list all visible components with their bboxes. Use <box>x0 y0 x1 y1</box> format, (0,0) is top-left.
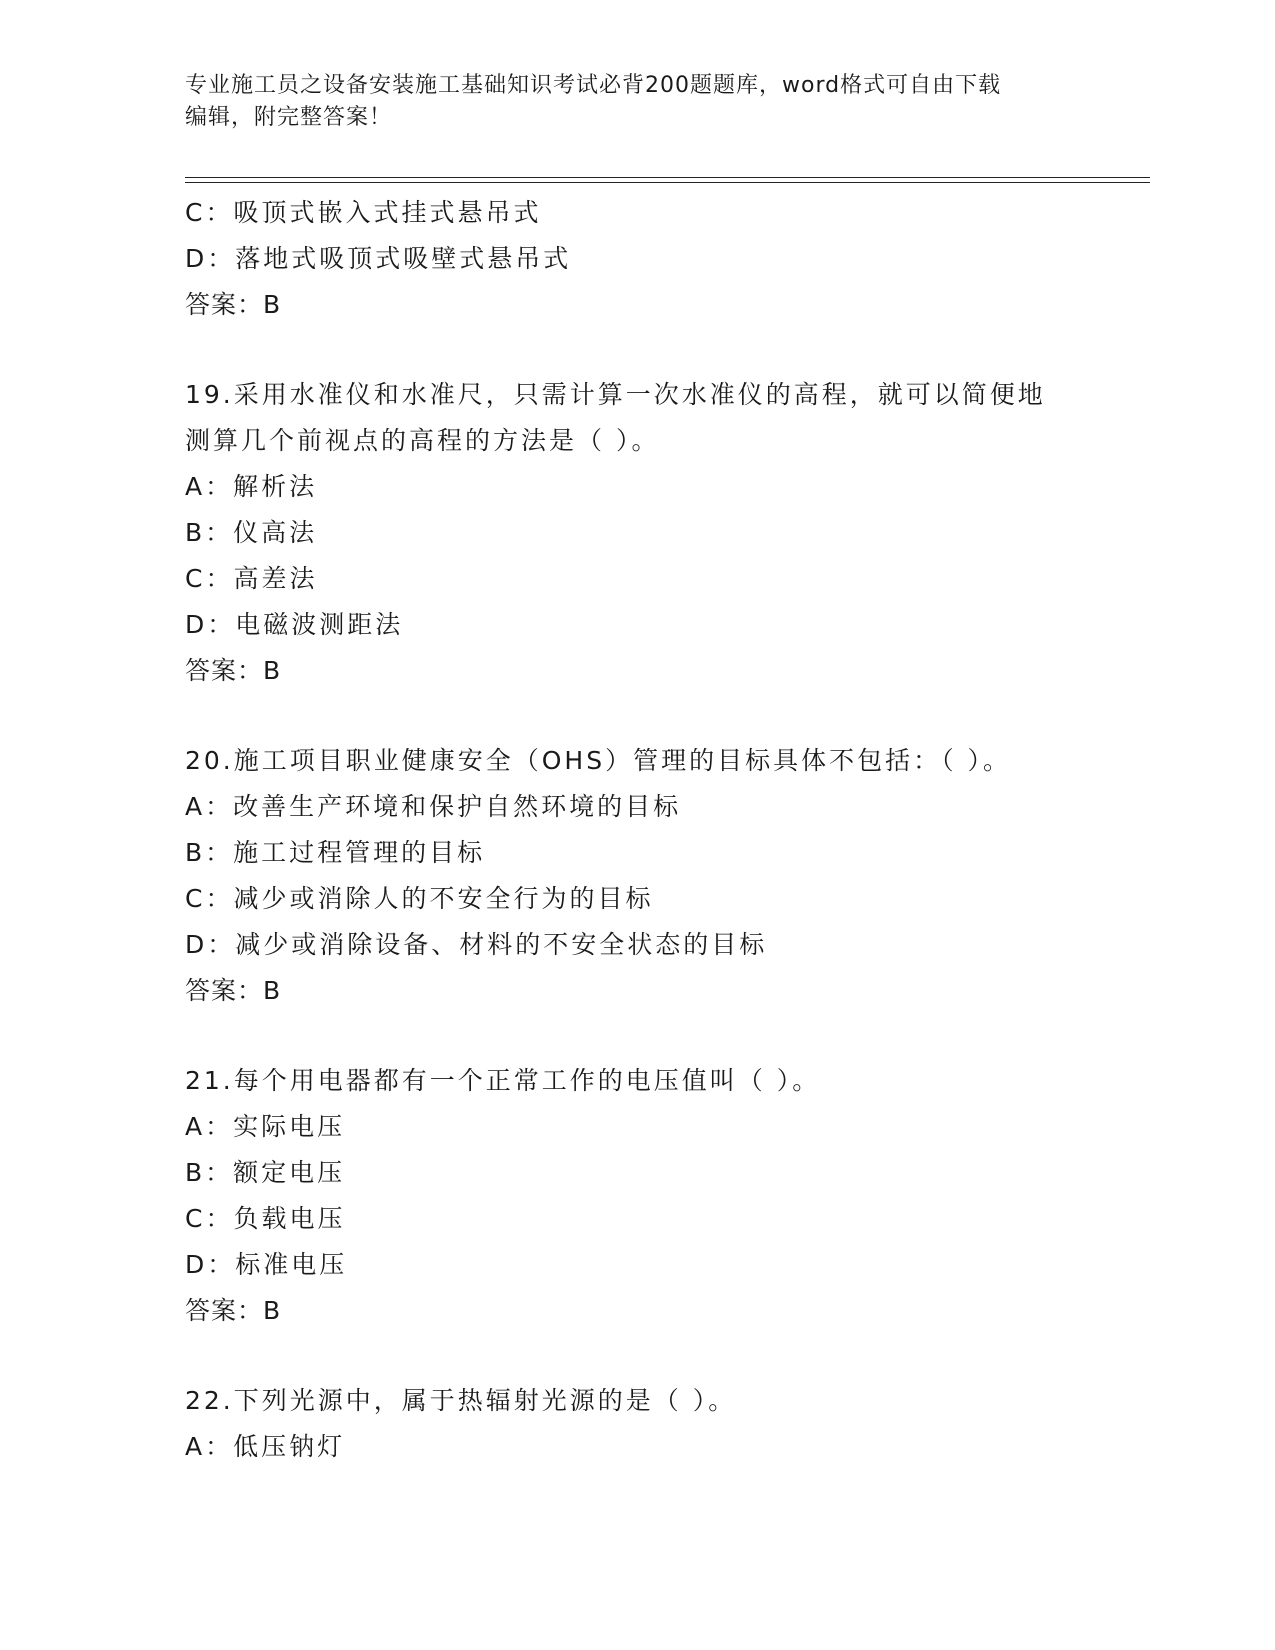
question-18-continued <box>185 190 1145 328</box>
header-line-2: 编辑，附完整答案！ <box>185 105 393 130</box>
option-d: D：落地式吸顶式吸壁式悬吊式 <box>185 244 572 273</box>
spacer <box>185 694 1145 738</box>
header-line-1: 专业施工员之设备安装施工基础知识考试必背200题题库，word格式可自由下载 <box>185 73 1002 98</box>
question-19 <box>185 372 1145 694</box>
option-d: D：电磁波测距法 <box>185 610 404 639</box>
question-stem-cont: 测算几个前视点的高程的方法是（ ）。 <box>185 426 660 455</box>
option-a: A：解析法 <box>185 472 318 501</box>
question-stem: 19.采用水准仪和水准尺，只需计算一次水准仪的高程，就可以简便地 <box>185 380 1046 409</box>
question-22 <box>185 1378 1145 1470</box>
document-header <box>185 70 1065 134</box>
answer-line: 答案：B <box>185 976 282 1005</box>
option-a: A：低压钠灯 <box>185 1432 346 1461</box>
option-c: C：负载电压 <box>185 1204 346 1233</box>
option-b: B：仪高法 <box>185 518 318 547</box>
spacer <box>185 1334 1145 1378</box>
header-divider-bottom <box>185 182 1150 183</box>
option-c: C：吸顶式嵌入式挂式悬吊式 <box>185 198 542 227</box>
spacer <box>185 328 1145 372</box>
spacer <box>185 1014 1145 1058</box>
option-c: C：高差法 <box>185 564 318 593</box>
answer-line: 答案：B <box>185 290 282 319</box>
question-stem: 22.下列光源中，属于热辐射光源的是（ ）。 <box>185 1386 737 1415</box>
question-stem: 20.施工项目职业健康安全（OHS）管理的目标具体不包括：（ ）。 <box>185 746 1012 775</box>
question-20 <box>185 738 1145 1014</box>
option-c: C：减少或消除人的不安全行为的目标 <box>185 884 654 913</box>
answer-line: 答案：B <box>185 1296 282 1325</box>
option-a: A：改善生产环境和保护自然环境的目标 <box>185 792 682 821</box>
option-d: D：减少或消除设备、材料的不安全状态的目标 <box>185 930 768 959</box>
option-b: B：额定电压 <box>185 1158 346 1187</box>
question-list <box>185 190 1145 1470</box>
question-stem: 21.每个用电器都有一个正常工作的电压值叫（ ）。 <box>185 1066 821 1095</box>
question-21 <box>185 1058 1145 1334</box>
option-d: D：标准电压 <box>185 1250 348 1279</box>
option-a: A：实际电压 <box>185 1112 346 1141</box>
answer-line: 答案：B <box>185 656 282 685</box>
option-b: B：施工过程管理的目标 <box>185 838 486 867</box>
header-divider-top <box>185 177 1150 178</box>
